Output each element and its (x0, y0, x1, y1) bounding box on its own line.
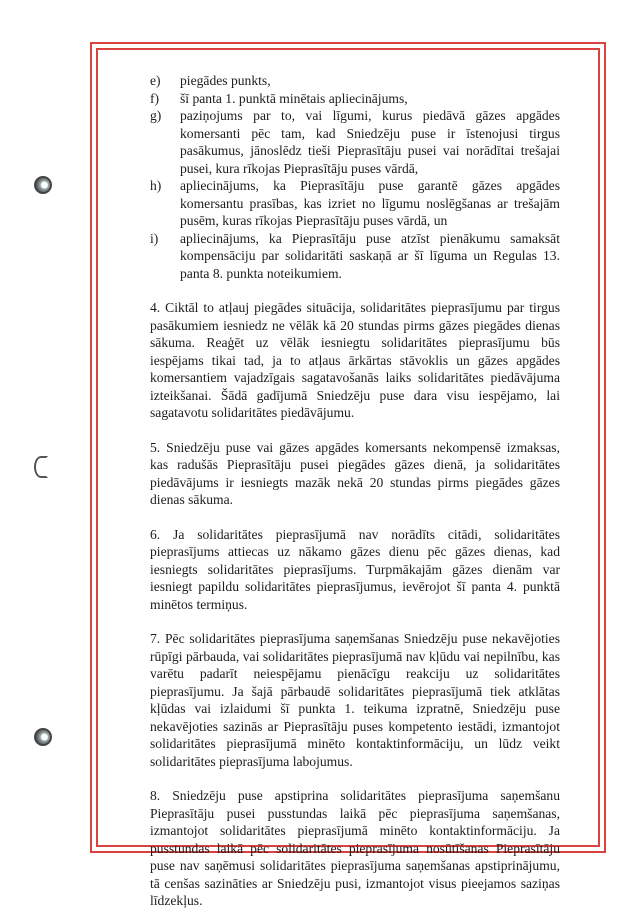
list-item-text: apliecinājums, ka Pieprasītāju puse garantē gāzes apgādes komersantu prasības, kas izriet no līgumu noslēgšanas ar trešajām pusēm, kuras rīkojas Pieprasītāju puses vārdā, un (180, 178, 560, 228)
list-item-text: apliecinājums, ka Pieprasītāju puse atzīst pienākumu samaksāt kompensāciju par solidaritāti saskaņā ar šī līguma un Regulas 13. panta 8. punkta noteikumiem. (180, 230, 560, 281)
list-item-label: i) (150, 230, 159, 246)
punch-hole-icon (34, 728, 52, 746)
list-item-label: g) (150, 108, 162, 123)
paragraph-7: 7. Pēc solidaritātes pieprasījuma saņemšanas Sniedzēju puse nekavējoties rūpīgi pārbauda, vai solidaritātes pieprasījumā nav kļūdu vai nepilnību, kas varētu padarīt neiespējamu pienācīgu reakciju uz solidaritātes pieprasījumu. Ja šajā pārbaudē solidaritātes pieprasījumā tiek atklātas kļūdas vai izlaidumi šī punkta 1. teikuma izpratnē, Sniedzēju puse nekavējoties sazinās ar Pieprasītāju puses kompetento iestādi, izmantojot solidaritātes pieprasījumā minēto kontaktinformāciju, un lūdz veikt solidaritātes pieprasījuma labojumus. (150, 631, 560, 769)
list-item-text: šī panta 1. punktā minētais apliecinājums, (180, 90, 408, 106)
list-item-label: e) (150, 73, 161, 88)
punch-hole-icon (34, 176, 52, 194)
list-item (150, 90, 560, 108)
list-item-text: paziņojums par to, vai līgumi, kurus piedāvā gāzes apgādes komersanti pēc tam, kad Sniedzēju puse ir īstenojusi tirgus pasākumus, jānoslēdz tieši Pieprasītāju pusei vai norādītai trešajai pusei, kura rīkojas Pieprasītāju puses vārdā, (180, 108, 560, 176)
punch-hole-icon (34, 456, 48, 478)
list-item-text: piegādes punkts, (180, 73, 271, 88)
document-body (150, 72, 560, 910)
list-item (150, 107, 560, 177)
article-paragraphs (150, 282, 560, 910)
paragraph-8: 8. Sniedzēju puse apstiprina solidaritātes pieprasījuma saņemšanu Pieprasītāju pusei pusstundas laikā pēc pieprasījuma saņemšanas, izmantojot solidaritātes pieprasījumā minēto kontaktinformāciju. Ja pusstundas laikā pēc solidaritātes pieprasījuma nosūtīšanas Pieprasītāju puse nav saņēmusi solidaritātes pieprasījuma saņemšanas apstiprinājumu, tā cenšas sazināties ar Sniedzēju pusi, izmantojot visus pieejamos saziņas līdzekļus. (150, 788, 560, 908)
list-item-label: f) (150, 90, 160, 106)
list-item (150, 177, 560, 230)
list-item (150, 72, 560, 90)
paragraph-6: 6. Ja solidaritātes pieprasījumā nav norādīts citādi, solidaritātes pieprasījums attiecas uz nākamo gāzes dienu pēc gāzes dienas, kad iesniegts solidaritātes pieprasījums. Turpmākajām gāzes dienām var iesniegt papildu solidaritātes pieprasījumus, ievērojot šī panta 4. punktā minētos termiņus. (150, 526, 560, 612)
paragraph-5: 5. Sniedzēju puse vai gāzes apgādes komersants nekompensē izmaksas, kas radušās Pieprasītāju pusei piegādes gāzes dienā, ja solidaritātes piedāvājums ir iesniegts mazāk nekā 20 stundas pirms piegādes gāzes dienas sākuma. (150, 439, 560, 507)
paragraph-4: 4. Ciktāl to atļauj piegādes situācija, solidaritātes pieprasījumu par tirgus pasākumiem iesniedz ne vēlāk kā 20 stundas pirms gāzes piegādes dienas sākuma. Reaģēt uz vēlāk iesniegtu solidaritātes pieprasījumu būs iespējams tikai tad, ja to atļaus ārkārtas stāvoklis un gāzes apgādes komersantiem vajadzīgais sagatavošanās laiks solidaritātes piedāvājuma izteikšanai. Šādā gadījumā Sniedzēju puse dara visu iespējamo, lai sagatavotu solidaritātes piedāvājumu. (150, 300, 560, 420)
list-item (150, 230, 560, 283)
list-item-label: h) (150, 178, 162, 193)
article-list (150, 72, 560, 282)
